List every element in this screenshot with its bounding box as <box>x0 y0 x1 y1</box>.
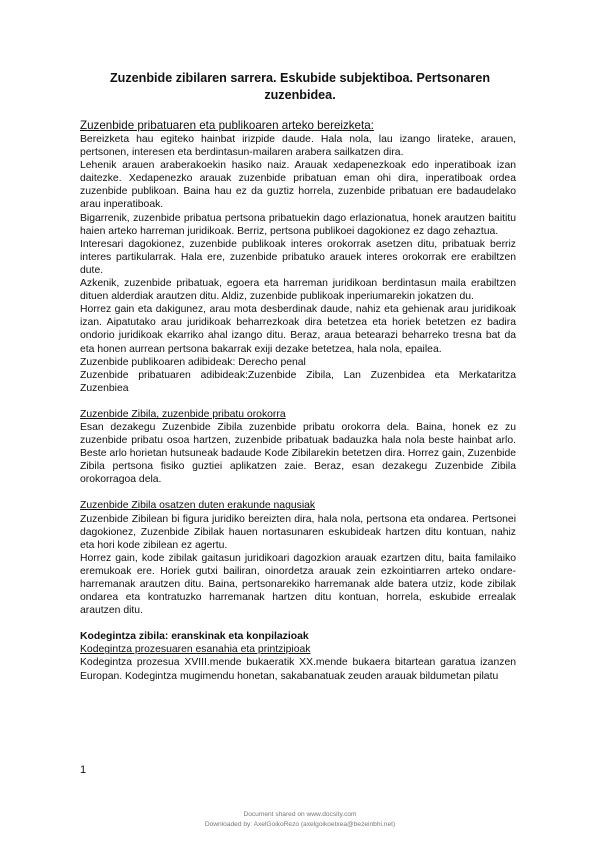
document-title <box>90 70 510 104</box>
paragraph: Lehenik arauen araberakoekin hasiko naiz. Arauak xedapenezkoak edo inperatiboak izan daitezke. Xedapenezko arauak zuzenbide pribatuan eman ohi dira, inperatiboak ordea zuzenbide publikoan. Baina hau ez da guztiz horrela, zuzenbide pribatuan ere badaudelako arau inperatiboak. <box>80 160 516 211</box>
paragraph: Bereizketa hau egiteko hainbat irizpide daude. Hala nola, lau izango lirateke, arauen, pertsonen, interesen eta berdintasun-mailaren arabera sailkatzen dira. <box>80 134 516 159</box>
spacer <box>80 486 516 499</box>
title-line-2: zuzenbidea. <box>264 88 336 102</box>
page-number: 1 <box>80 764 87 776</box>
page-footer <box>0 810 600 830</box>
subsection-heading-codification-process: Kodegintza prozesuaren esanahia eta printzipioak <box>80 644 311 656</box>
spacer <box>80 395 516 408</box>
paragraph: Interesari dagokionez, zuzenbide publikoak interes orokorrak asetzen ditu, pribatuak berriz interes partikularrak. Hala ere, zuzenbide pribatuko arauek interes orokorrak ere erabiltzen dute. <box>80 238 516 276</box>
paragraph: Esan dezakegu Zuzenbide Zibila zuzenbide pribatu orokorra dela. Baina, honek ez zu zuzenbide pribatu osoa hartzen, zuzenbide pribatuak badauzka hala nola beste hainbat arlo. Beste arlo horietan hutsuneak badaude Kode Zibilarekin betetzen dira. Horrez gain, Zuzenbide Zibila pertsona fisiko guztiei aplikatzen zaie. Beraz, esan dezakegu Zuzenbide Zibila orokorragoa dela. <box>80 421 516 486</box>
paragraph: Kodegintza prozesua XVIII.mende bukaeratik XX.mende bukaera bitartean garatua izanzen Europan. Kodegintza mugimendu honetan, sakabanatuak zeuden arauak bildumetan pilatu <box>80 657 516 682</box>
footer-shared-line: Document shared on www.docsity.com <box>243 811 357 818</box>
document-body <box>80 119 516 683</box>
section-heading-public-private: Zuzenbide pribatuaren eta publikoaren arteko bereizketa: <box>80 119 374 132</box>
paragraph: Horrez gain, kode zibilak gaitasun juridikoari dagozkion arauak ezartzen ditu, baita familaiko eremukoak ere. Horiek gutxi bailiran, oinordetza arauak zein ezkointiarren arteko ondare-harremanak arautzen ditu. Baina, pertsonarekiko harremanak alde batera utziz, kode zibilak ondarea eta kontratuzko harremanak hartzen ditu kontuan, horrela, eskubide errealak arautzen ditu. <box>80 552 516 617</box>
spacer <box>80 617 516 630</box>
section-heading-codification: Kodegintza zibila: eranskinak eta konpilazioak <box>80 631 309 643</box>
paragraph: Azkenik, zuzenbide pribatuak, egoera eta harreman juridikoan berdintasun maila erabiltzen dituen alderdiak arautzen ditu. Aldiz, zuzenbide publikoak inperiumarekin jokatzen du. <box>80 278 516 303</box>
paragraph: Horrez gain eta dakigunez, arau mota desberdinak daude, nahiz eta gehienak arau juridikoak izan. Aipatutako arau juridikoak beharrezkoak dira betetzea eta horiek betetzen ez badira ondorio juridikoak ekarriko ahal izango ditu. Beraz, araua betearazi beharreko tresna bat da eta honen aurrean pertsona bakarrak exiji dezake betetzea, hala nola, epailea. <box>80 304 516 355</box>
section-heading-civil-law: Zuzenbide Zibila, zuzenbide pribatu orokorra <box>80 408 286 420</box>
paragraph: Bigarrenik, zuzenbide pribatua pertsona pribatuekin dago erlazionatua, honek arautzen baititu haien arteko harreman juridikoak. Berriz, pertsona publikoei dagokionez ez dago zehaztua. <box>80 212 516 237</box>
footer-downloaded-line: Downloaded by: AxelGoikoRezo (axelgoikoetxea@bezeinbhi.net) <box>204 821 396 828</box>
paragraph: Zuzenbide publikoaren adibideak: Derecho penal <box>80 356 306 368</box>
paragraph: Zuzenbide Zibilean bi figura juridiko bereizten dira, hala nola, pertsona eta ondarea. Pertsonei dagokionez, Zuzenbide Zibilak hauen nortasunaren eskubideak hartzen ditu kontuan, nahiz eta hori kode zibilean ez agertu. <box>80 513 516 551</box>
paragraph: Zuzenbide pribatuaren adibideak:Zuzenbide Zibila, Lan Zuzenbidea eta Merkataritza Zuzenbiea <box>80 369 516 394</box>
title-line-1: Zuzenbide zibilaren sarrera. Eskubide subjektiboa. Pertsonaren <box>109 71 491 85</box>
section-heading-institutions: Zuzenbide Zibila osatzen duten erakunde nagusiak <box>80 500 316 512</box>
